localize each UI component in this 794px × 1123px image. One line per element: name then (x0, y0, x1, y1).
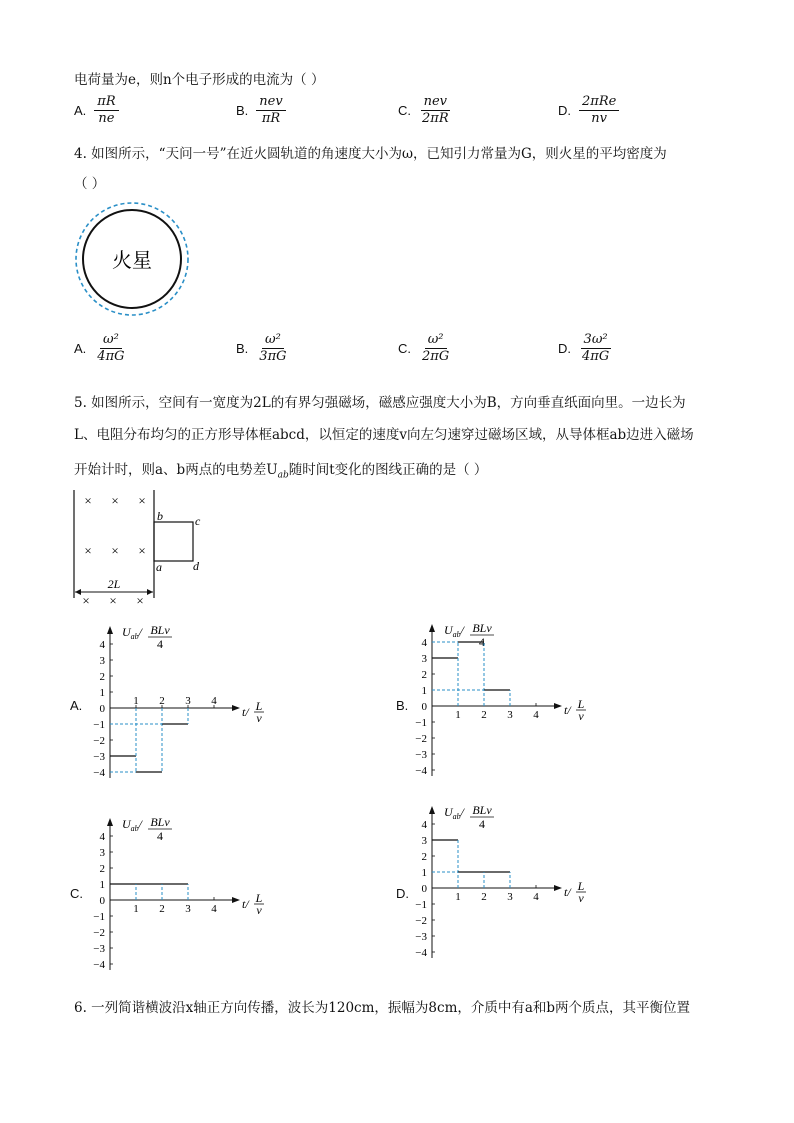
x-unit-numerator: L (255, 699, 263, 713)
width-arrow-left (75, 589, 81, 595)
option-fraction (256, 332, 289, 365)
y-tick-label: 0 (99, 895, 105, 907)
y-unit-numerator: BLv (150, 623, 170, 637)
fraction-denominator: 2πR (422, 111, 449, 126)
q5-stem-line3 (74, 458, 487, 481)
y-tick-label: −1 (415, 899, 427, 911)
x-tick-label: 3 (507, 891, 513, 903)
q5-stem-line1: 5. 如图所示，空间有一宽度为2L的有界匀强磁场，磁感应强度大小为B，方向垂直纸面向里。一边长为 (74, 395, 686, 411)
option-letter: A. (74, 103, 87, 118)
y-tick-label: 2 (421, 669, 427, 681)
x-axis-arrow (554, 703, 562, 709)
y-tick-label: 0 (99, 703, 105, 715)
fraction-numerator: ω² (425, 332, 447, 349)
x-tick-label: 3 (185, 695, 191, 707)
graph-option-label[interactable]: D. (396, 886, 409, 901)
x-axis-arrow (232, 897, 240, 903)
x-unit-denominator: v (578, 891, 584, 905)
y-tick-label: −2 (415, 915, 427, 927)
y-tick-label: −4 (415, 765, 427, 777)
field-cross-symbol: × (111, 543, 119, 558)
x-axis-arrow (554, 885, 562, 891)
q3-option-b[interactable] (236, 94, 286, 127)
x-unit-numerator: L (577, 879, 585, 893)
field-cross-symbol: × (136, 593, 144, 608)
option-letter: A. (74, 341, 87, 356)
graph-option-label[interactable]: B. (396, 698, 409, 713)
fraction-denominator: 3πG (259, 349, 287, 364)
x-tick-label: 2 (481, 709, 487, 721)
q3-option-c[interactable] (398, 94, 452, 127)
x-tick-label: 1 (133, 903, 139, 915)
x-axis-label: t/ (564, 885, 571, 899)
option-letter: C. (398, 341, 411, 356)
fraction-numerator: ω² (100, 332, 122, 349)
y-axis-label: $U_{ab}/$ (122, 625, 143, 641)
fraction-numerator: πR (94, 94, 118, 111)
q4-stem-line2: （ ） (74, 176, 106, 192)
option-fraction (579, 332, 612, 365)
y-tick-label: −4 (93, 767, 105, 779)
y-tick-label: −2 (93, 927, 105, 939)
y-axis-arrow (429, 624, 435, 632)
x-tick-label: 1 (455, 709, 461, 721)
y-tick-label: −2 (93, 735, 105, 747)
fraction-numerator: ω² (262, 332, 284, 349)
q5-stem-line3-b: 随时间t变化的图线正确的是（ ） (288, 462, 488, 478)
y-axis-label: $U_{ab}/$ (122, 817, 143, 833)
y-unit-numerator: BLv (150, 815, 170, 829)
y-axis-arrow (107, 818, 113, 826)
y-tick-label: 3 (421, 653, 427, 665)
y-tick-label: −3 (415, 749, 427, 761)
y-axis-label: $U_{ab}/$ (444, 623, 465, 639)
field-cross-symbol: × (138, 493, 146, 508)
y-unit-denominator: 4 (479, 817, 485, 831)
graph-option-label[interactable]: C. (70, 886, 83, 901)
y-tick-label: 4 (421, 637, 427, 649)
y-tick-label: −3 (415, 931, 427, 943)
option-fraction (94, 94, 118, 127)
option-fraction (419, 94, 452, 127)
option-letter: D. (558, 341, 571, 356)
field-cross-symbol: × (84, 493, 92, 508)
x-axis-arrow (232, 705, 240, 711)
q3-option-d[interactable] (558, 94, 619, 127)
x-tick-label: 3 (185, 903, 191, 915)
x-unit-denominator: v (256, 711, 262, 725)
option-fraction (94, 332, 127, 365)
corner-b: b (157, 509, 163, 523)
fraction-numerator: 3ω² (581, 332, 611, 349)
q3-tail-text: 电荷量为e，则n个电子形成的电流为（ ） (74, 72, 325, 88)
mars-orbit-figure (74, 200, 194, 320)
q4-option-c[interactable] (398, 332, 452, 365)
y-tick-label: −1 (93, 911, 105, 923)
fraction-denominator: 4πG (582, 349, 610, 364)
ut-graph-d[interactable] (410, 800, 610, 970)
y-unit-numerator: BLv (472, 803, 492, 817)
option-fraction (256, 94, 285, 127)
q5-stem-line2: L、电阻分布均匀的正方形导体框abcd，以恒定的速度v向左匀速穿过磁场区域，从导体框ab边进入磁场 (74, 427, 694, 443)
y-unit-denominator: 4 (157, 829, 163, 843)
q5-stem-line3-sub: ab (277, 470, 289, 481)
graph-option-label[interactable]: A. (70, 698, 83, 713)
magnetic-field-figure (68, 488, 218, 612)
y-tick-label: 1 (99, 879, 105, 891)
q4-stem-line1: 4. 如图所示，“天问一号”在近火圆轨道的角速度大小为ω，已知引力常量为G，则火星的平均密度为 (74, 146, 667, 162)
option-letter: B. (236, 103, 249, 118)
y-tick-label: 0 (421, 883, 427, 895)
field-cross-symbol: × (111, 493, 119, 508)
y-tick-label: −1 (415, 717, 427, 729)
x-unit-numerator: L (255, 891, 263, 905)
y-tick-label: −3 (93, 943, 105, 955)
y-tick-label: 1 (99, 687, 105, 699)
option-fraction (419, 332, 452, 365)
corner-c: c (195, 514, 201, 528)
x-tick-label: 4 (533, 709, 539, 721)
conductor-frame (154, 522, 193, 561)
x-tick-label: 2 (481, 891, 487, 903)
y-tick-label: −1 (93, 719, 105, 731)
y-tick-label: −2 (415, 733, 427, 745)
x-tick-label: 2 (159, 903, 165, 915)
ut-graph-a[interactable] (88, 620, 288, 790)
option-letter: C. (398, 103, 411, 118)
x-tick-label: 1 (133, 695, 139, 707)
y-tick-label: 2 (99, 671, 105, 683)
y-tick-label: 3 (99, 847, 105, 859)
y-unit-denominator: 4 (157, 637, 163, 651)
q6-stem-line1: 6. 一列简谐横波沿x轴正方向传播，波长为120cm，振幅为8cm，介质中有a和b两个质点，其平衡位置 (74, 1000, 691, 1016)
y-axis-label: $U_{ab}/$ (444, 805, 465, 821)
x-unit-numerator: L (577, 697, 585, 711)
y-tick-label: 1 (421, 685, 427, 697)
x-axis-label: t/ (242, 897, 249, 911)
corner-d: d (193, 559, 199, 573)
y-tick-label: 2 (421, 851, 427, 863)
y-tick-label: 4 (99, 639, 105, 651)
q4-option-b[interactable] (236, 332, 290, 365)
q4-option-a[interactable] (74, 332, 128, 365)
y-tick-label: 1 (421, 867, 427, 879)
field-cross-symbol: × (109, 593, 117, 608)
y-tick-label: −3 (93, 751, 105, 763)
mars-label: 火星 (112, 250, 152, 272)
y-tick-label: 3 (421, 835, 427, 847)
q4-option-d[interactable] (558, 332, 612, 365)
fraction-denominator: πR (261, 111, 281, 126)
x-unit-denominator: v (578, 709, 584, 723)
x-axis-label: t/ (564, 703, 571, 717)
y-tick-label: −4 (415, 947, 427, 959)
fraction-denominator: nv (591, 111, 607, 126)
x-tick-label: 1 (455, 891, 461, 903)
y-tick-label: 3 (99, 655, 105, 667)
x-tick-label: 4 (533, 891, 539, 903)
fraction-denominator: 2πG (422, 349, 450, 364)
ut-graph-c[interactable] (88, 812, 288, 982)
y-axis-arrow (107, 626, 113, 634)
field-cross-symbol: × (84, 543, 92, 558)
y-tick-label: 4 (99, 831, 105, 843)
y-tick-label: −4 (93, 959, 105, 971)
x-tick-label: 4 (211, 695, 217, 707)
y-tick-label: 4 (421, 819, 427, 831)
x-tick-label: 2 (159, 695, 165, 707)
option-letter: D. (558, 103, 571, 118)
q5-stem-line3-a: 开始计时，则a、b两点的电势差U (74, 462, 278, 478)
y-unit-denominator: 4 (479, 635, 485, 649)
q3-option-a[interactable] (74, 94, 119, 127)
fraction-numerator: nev (256, 94, 285, 111)
corner-a: a (156, 560, 162, 574)
y-tick-label: 2 (99, 863, 105, 875)
y-tick-label: 0 (421, 701, 427, 713)
field-cross-symbol: × (82, 593, 90, 608)
fraction-denominator: 4πG (97, 349, 125, 364)
y-axis-arrow (429, 806, 435, 814)
fraction-numerator: nev (421, 94, 450, 111)
fraction-denominator: ne (98, 111, 115, 126)
x-tick-label: 3 (507, 709, 513, 721)
y-unit-numerator: BLv (472, 621, 492, 635)
field-cross-symbol: × (138, 543, 146, 558)
fraction-numerator: 2πRe (579, 94, 619, 111)
width-arrow-right (147, 589, 153, 595)
width-label: 2L (107, 577, 121, 591)
x-tick-label: 4 (211, 903, 217, 915)
option-fraction (579, 94, 619, 127)
x-unit-denominator: v (256, 903, 262, 917)
x-axis-label: t/ (242, 705, 249, 719)
ut-graph-b[interactable] (410, 618, 610, 788)
option-letter: B. (236, 341, 249, 356)
